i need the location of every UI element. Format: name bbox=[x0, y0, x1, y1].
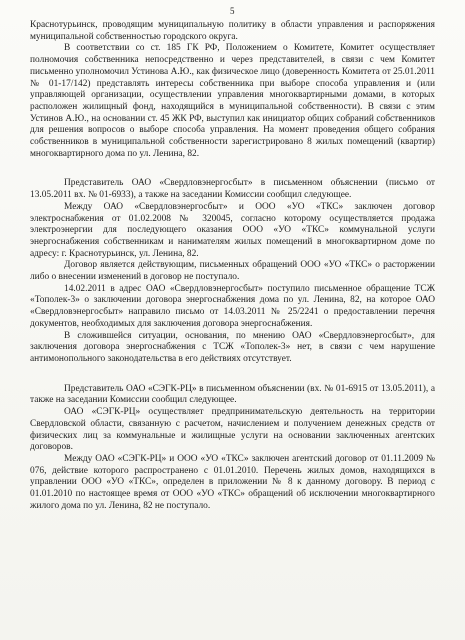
paragraph: В соответствии со ст. 185 ГК РФ, Положением о Комитете, Комитет осуществляет полномочия собственника непосредственно и через представителей, в связи с чем Комитет письменно уполномочил Устинова А.Ю., как физическое лицо (доверенность Комитета от 25.01.2011 № 01-17/142) представлять интересы собственника при выборе способа управления и (или управляющей организации, осуществлении управления многоквартирными домами, в которых расположен жилищный фонд, находящийся в муниципальной собственности). В связи с этим Устинов А.Ю., на основании ст. 45 ЖК РФ, выступил как инициатор общих собраний собственников для решения вопросов о выборе способа управления. На момент проведения общего собрания собственников в муниципальной собственности зарегистрировано 8 жилых помещений (квартир) многоквартирного дома по ул. Ленина, 82. bbox=[30, 43, 435, 159]
page-number: 5 bbox=[230, 6, 235, 16]
paragraph: Представитель ОАО «Свердловэнергосбыт» в письменном объяснении (письмо от 13.05.2011 вх. № 01-6933), а также на заседании Комиссии сообщил следующее. bbox=[30, 178, 435, 201]
paragraph: Краснотурьинск, проводящим муниципальную политику в области управления и распоряжения муниципальной собственностью городского округа. bbox=[30, 20, 435, 42]
paragraph: В сложившейся ситуации, основания, по мнению ОАО «Свердловэнергосбыт», для заключения договора энергоснабжения с ТСЖ «Тополек-3» нет, в связи с чем нарушение антимонопольного законодательства в его действиях отсутствует. bbox=[30, 330, 435, 364]
paragraph: Между ОАО «СЭГК-РЦ» и ООО «УО «ТКС» заключен агентский договор от 01.11.2009 № 076, действие которого распространено с 01.01.2010. Перечень жилых домов, находящихся в управлении ООО «УО «ТКС», определен в приложении № 8 к данному договору. В период с 01.01.2010 по настоящее время от ООО «УО «ТКС» обращений об исключении многоквартирного жилого дома по ул. Ленина, 82 не поступало. bbox=[30, 453, 435, 511]
paragraph: 14.02.2011 в адрес ОАО «Свердловэнергосбыт» поступило письменное обращение ТСЖ «Тополек-3» о заключении договора энергоснабжения дома по ул. Ленина, 82, на которое ОАО «Свердловэнергосбыт» направило письмо от 14.03.2011 № 25/2241 о предоставлении перечня документов, необходимых для заключения договора энергоснабжения. bbox=[30, 283, 435, 329]
paragraph: Между ОАО «Свердловэнергосбыт» и ООО «УО «ТКС» заключен договор электроснабжения от 01.02.2008 № 320045, согласно которому осуществляется продажа электроэнергии для последующего оказания ООО «УО «ТКС» коммунальной услуги энергоснабжения собственникам и нанимателям жилых помещений в многоквартирном доме по адресу: г. Краснотурьинск, ул. Ленина, 82. bbox=[30, 201, 435, 259]
paragraph: ОАО «СЭГК-РЦ» осуществляет предпринимательскую деятельность на территории Свердловской области, связанную с расчетом, начислением и получением денежных средств от физических лиц за коммунальные и жилищные услуги на основании заключенных агентских договоров. bbox=[30, 407, 435, 453]
document-body bbox=[30, 20, 435, 512]
paragraph-spacer bbox=[30, 160, 435, 178]
paragraph: Договор является действующим, письменных обращений ООО «УО «ТКС» о расторжении либо о внесении изменений в договор не поступало. bbox=[30, 260, 435, 283]
paragraph: Представитель ОАО «СЭГК-РЦ» в письменном объяснении (вх. № 01-6915 от 13.05.2011), а также на заседании Комиссии сообщил следующее. bbox=[30, 383, 435, 406]
paragraph-spacer bbox=[30, 366, 435, 384]
